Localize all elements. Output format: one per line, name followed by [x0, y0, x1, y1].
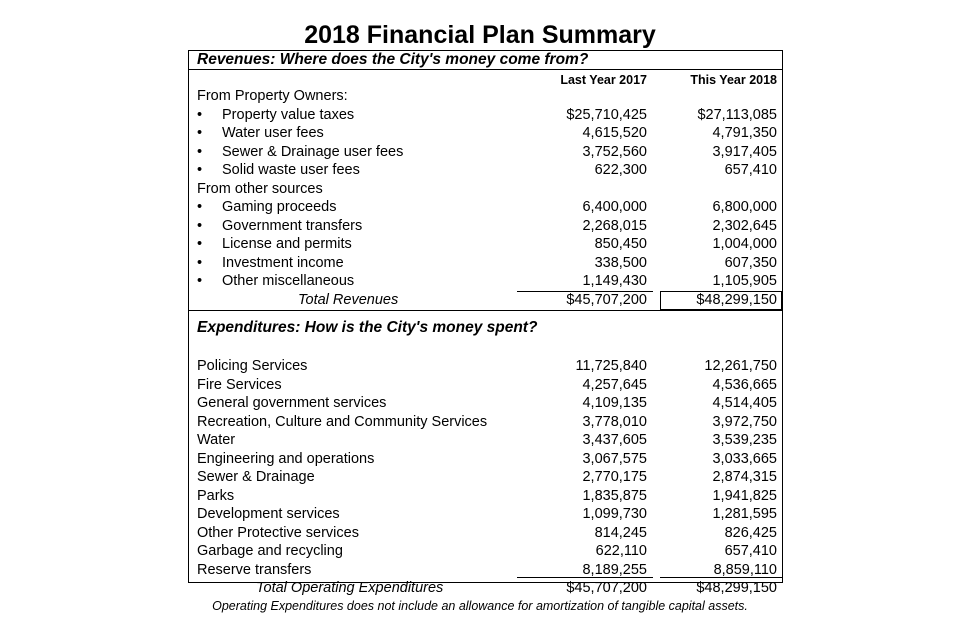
column-header-2017: Last Year 2017 [560, 73, 647, 87]
revenue-total-label: Total Revenues [298, 292, 399, 308]
row-label: Solid waste user fees [222, 162, 360, 178]
value-2017: 622,110 [595, 543, 647, 559]
table-row [0, 87, 960, 106]
table-row [0, 450, 960, 469]
value-2018: 1,004,000 [712, 236, 777, 252]
table-row [0, 272, 960, 291]
row-label: Recreation, Culture and Community Services [197, 413, 488, 430]
row-label: Fire Services [197, 376, 282, 393]
section-divider [188, 310, 783, 311]
value-2018: 2,874,315 [712, 469, 777, 485]
expenditure-total-row [0, 579, 960, 598]
table-row [0, 161, 960, 180]
table-row [0, 198, 960, 217]
row-label: License and permits [222, 236, 352, 252]
value-2017: 2,770,175 [582, 469, 647, 485]
row-label: Water user fees [222, 125, 324, 141]
row-label: From Property Owners: [197, 88, 348, 104]
value-2018: 3,539,235 [712, 432, 777, 448]
value-2018: 3,033,665 [712, 450, 777, 467]
table-row [0, 468, 960, 487]
value-2017: 1,835,875 [582, 487, 647, 504]
row-label: Reserve transfers [197, 561, 312, 578]
table-row [0, 524, 960, 543]
value-2017: 8,189,255 [582, 561, 647, 578]
revenue-total-2017: $45,707,200 [566, 292, 647, 308]
expenditure-total-rule-2017 [517, 577, 653, 578]
value-2018: 3,917,405 [712, 143, 777, 160]
value-2017: 850,450 [594, 236, 647, 252]
value-2017: 3,437,605 [582, 432, 647, 448]
row-label: General government services [197, 395, 387, 411]
row-label: Gaming proceeds [222, 199, 337, 215]
value-2017: 2,268,015 [582, 217, 647, 234]
value-2018: 3,972,750 [712, 413, 777, 430]
expenditure-total-2017: $45,707,200 [566, 580, 647, 596]
header-divider [188, 69, 783, 70]
footnote: Operating Expenditures does not include an allowance for amortization of tangible capital assets. [212, 599, 748, 613]
bullet-icon: • [197, 236, 203, 252]
table-row [0, 376, 960, 395]
expenditures-heading: Expenditures: How is the City's money spent? [197, 319, 538, 336]
value-2018: 4,536,665 [712, 376, 777, 393]
value-2017: 11,725,840 [575, 358, 647, 374]
value-2018: 2,302,645 [712, 217, 777, 234]
value-2017: 4,109,135 [582, 395, 647, 411]
table-row [0, 124, 960, 143]
table-row [0, 106, 960, 125]
row-label: Water [197, 432, 236, 448]
column-header-2018: This Year 2018 [690, 73, 777, 87]
expenditure-total-2018: $48,299,150 [696, 580, 777, 596]
row-label: Government transfers [222, 217, 363, 234]
value-2017: $25,710,425 [566, 106, 647, 123]
table-row [0, 143, 960, 162]
row-label: Policing Services [197, 358, 308, 374]
row-label: Investment income [222, 254, 344, 271]
row-label: Property value taxes [222, 106, 355, 123]
value-2018: 8,859,110 [713, 561, 777, 578]
value-2018: 4,514,405 [712, 395, 777, 411]
value-2018: 1,281,595 [712, 506, 777, 522]
page-title: 2018 Financial Plan Summary [304, 21, 656, 49]
table-row [0, 431, 960, 450]
row-label: Development services [197, 506, 340, 522]
bullet-icon: • [197, 217, 203, 234]
value-2018: 657,410 [724, 543, 777, 559]
revenue-total-row [0, 291, 960, 310]
value-2018: 1,105,905 [712, 273, 777, 289]
row-label: Garbage and recycling [197, 543, 343, 559]
bullet-icon: • [197, 273, 203, 289]
table-row [0, 487, 960, 506]
table-row [0, 542, 960, 561]
value-2017: 1,099,730 [582, 506, 647, 522]
bullet-icon: • [197, 199, 203, 215]
value-2018: 826,425 [724, 524, 777, 541]
value-2017: 814,245 [594, 524, 647, 541]
value-2017: 622,300 [594, 162, 647, 178]
value-2017: 3,752,560 [582, 143, 647, 160]
table-row [0, 235, 960, 254]
value-2017: 1,149,430 [582, 273, 647, 289]
value-2017: 4,615,520 [582, 125, 647, 141]
value-2018: 4,791,350 [712, 125, 777, 141]
revenues-heading: Revenues: Where does the City's money come from? [197, 51, 589, 68]
value-2017: 3,067,575 [582, 450, 647, 467]
value-2017: 6,400,000 [582, 199, 647, 215]
value-2018: 657,410 [724, 162, 777, 178]
table-row [0, 180, 960, 199]
value-2017: 4,257,645 [582, 376, 647, 393]
table-row [0, 254, 960, 273]
row-label: Sewer & Drainage [197, 469, 315, 485]
row-label: Engineering and operations [197, 450, 375, 467]
expenditure-total-rule-2018 [660, 577, 782, 578]
value-2018: $27,113,085 [697, 106, 777, 123]
table-row [0, 561, 960, 580]
table-row [0, 413, 960, 432]
value-2018: 1,941,825 [712, 487, 777, 504]
bullet-icon: • [197, 125, 203, 141]
table-row [0, 357, 960, 376]
bullet-icon: • [197, 162, 203, 178]
bullet-icon: • [197, 254, 203, 271]
revenue-total-2018: $48,299,150 [696, 292, 777, 308]
expenditure-total-label: Total Operating Expenditures [256, 580, 444, 596]
row-label: Other miscellaneous [222, 273, 355, 289]
value-2018: 6,800,000 [712, 199, 777, 215]
value-2018: 607,350 [724, 254, 777, 271]
value-2017: 3,778,010 [582, 413, 647, 430]
bullet-icon: • [197, 106, 203, 123]
row-label: From other sources [197, 180, 323, 197]
row-label: Parks [197, 487, 235, 504]
row-label: Sewer & Drainage user fees [222, 143, 404, 160]
bullet-icon: • [197, 143, 203, 160]
table-row [0, 394, 960, 413]
value-2018: 12,261,750 [704, 358, 777, 374]
table-row [0, 217, 960, 236]
row-label: Other Protective services [197, 524, 359, 541]
value-2017: 338,500 [594, 254, 647, 271]
table-row [0, 505, 960, 524]
